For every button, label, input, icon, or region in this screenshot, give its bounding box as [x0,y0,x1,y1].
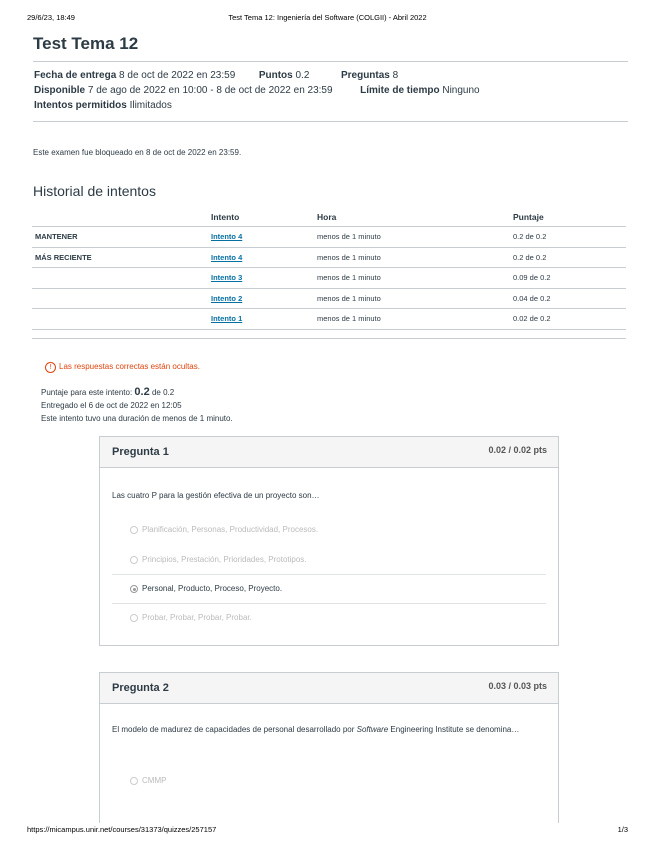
radio-button[interactable] [130,614,138,622]
attempt-link[interactable]: Intento 3 [211,273,243,283]
answer-text: CMMP [142,776,167,785]
attempt-link[interactable]: Intento 4 [211,252,243,262]
answer-option[interactable] [112,604,546,632]
column-header: Intento [208,208,314,227]
answer-option[interactable] [112,546,546,574]
attempts-label: Intentos permitidos [34,100,127,111]
warning-icon: ! [45,362,56,373]
question-title: Pregunta 1 [112,446,169,458]
answer-text: Planificación, Personas, Productividad, Procesos. [142,525,319,534]
attempt-time: menos de 1 minuto [314,268,510,289]
print-footer [27,825,628,834]
print-title: Test Tema 12: Ingeniería del Software (COLGII) - Abril 2022 [228,13,427,22]
attempt-time: menos de 1 minuto [314,288,510,309]
row-label: MÁS RECIENTE [32,247,208,268]
points-value: 0.2 [295,70,310,81]
available-value: 7 de ago de 2022 en 10:00 - 8 de oct de 2022 en 23:59 [87,85,333,96]
points-label: Puntos [258,70,293,81]
questions-label: Preguntas [340,70,390,81]
divider [33,61,628,62]
quiz-details [34,68,480,113]
radio-button-selected[interactable] [130,585,138,593]
attempt-time: menos de 1 minuto [314,309,510,330]
print-date: 29/6/23, 18:49 [27,13,75,22]
table-row [32,288,626,309]
table-row [32,329,626,338]
page-number: 1/3 [617,825,628,834]
duration-text: Este intento tuvo una duración de menos de 1 minuto. [41,414,233,423]
table-row [32,309,626,330]
time-limit-label: Límite de tiempo [360,85,440,96]
due-value: 8 de oct de 2022 en 23:59 [119,70,236,81]
table-row [32,268,626,289]
locked-message: Este examen fue bloqueado en 8 de oct de 2022 en 23:59. [33,148,242,157]
attempt-score: 0.2 de 0.2 [510,247,626,268]
attempt-summary [41,386,233,425]
attempt-link[interactable]: Intento 4 [211,232,243,242]
column-header: Hora [314,208,510,227]
answer-option[interactable] [112,767,546,795]
score-suffix: de 0.2 [151,388,175,397]
attempt-score: 0.09 de 0.2 [510,268,626,289]
answer-option-selected[interactable] [112,574,546,604]
attempts-value: Ilimitados [129,100,172,111]
time-limit-value: Ninguno [442,85,480,96]
answer-text: Principios, Prestación, Prioridades, Prototipos. [142,555,307,564]
column-header: Puntaje [510,208,626,227]
radio-button[interactable] [130,526,138,534]
attempt-score: 0.2 de 0.2 [510,227,626,248]
answer-text: Personal, Producto, Proceso, Proyecto. [142,584,283,593]
answer-option[interactable] [112,516,546,544]
attempt-score: 0.04 de 0.2 [510,288,626,309]
radio-button[interactable] [130,777,138,785]
row-label [32,309,208,330]
divider [33,121,628,122]
table-row [32,247,626,268]
question-points: 0.03 / 0.03 pts [488,681,547,691]
attempt-time: menos de 1 minuto [314,247,510,268]
question-header [100,437,558,468]
print-url: https://micampus.unir.net/courses/31373/quizzes/257157 [27,825,217,834]
question-title: Pregunta 2 [112,682,169,694]
attempt-link[interactable]: Intento 1 [211,314,243,324]
available-label: Disponible [34,85,86,96]
attempt-history-table [32,208,626,339]
hidden-answers-notice [45,362,200,373]
attempt-time: menos de 1 minuto [314,227,510,248]
row-label: MANTENER [32,227,208,248]
column-header [32,208,208,227]
attempt-history-title: Historial de intentos [33,183,156,199]
question-card [99,436,559,646]
submitted-text: Entregado el 6 de oct de 2022 en 12:05 [41,401,182,410]
score-value: 0.2 [134,386,150,398]
table-row [32,227,626,248]
question-card [99,672,559,823]
hidden-answers-text: Las respuestas correctas están ocultas. [59,362,200,371]
row-label [32,288,208,309]
attempt-score: 0.02 de 0.2 [510,309,626,330]
page-title: Test Tema 12 [33,34,139,53]
question-header [100,673,558,704]
radio-button[interactable] [130,556,138,564]
question-text: Las cuatro P para la gestión efectiva de un proyecto son… [112,491,320,500]
question-points: 0.02 / 0.02 pts [488,445,547,455]
due-label: Fecha de entrega [34,70,117,81]
answer-text: Probar, Probar, Probar, Probar. [142,613,252,622]
questions-value: 8 [392,70,399,81]
table-header-row [32,208,626,227]
attempt-link[interactable]: Intento 2 [211,293,243,303]
score-label: Puntaje para este intento: [41,388,133,397]
row-label [32,268,208,289]
question-text: El modelo de madurez de capacidades de personal desarrollado por Software Engineering Institute se denomina… [112,725,520,734]
